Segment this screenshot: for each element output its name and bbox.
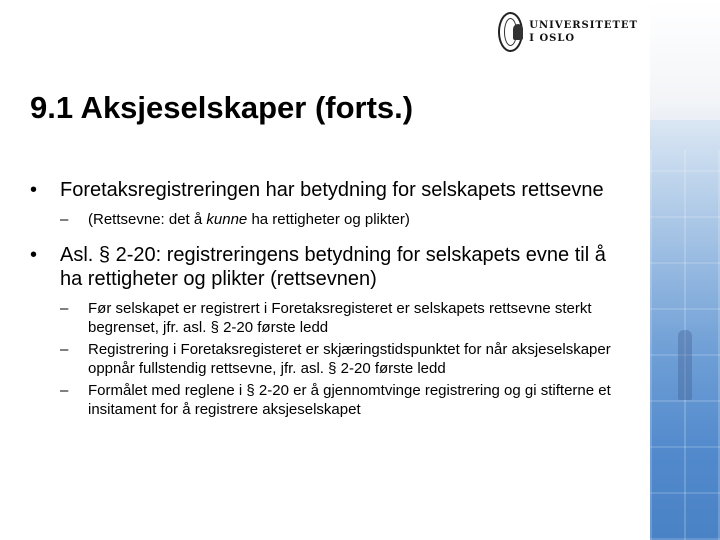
bullet-icon: • <box>30 244 38 266</box>
slide-body <box>30 178 630 419</box>
bullet-2-sub-1 <box>30 299 630 337</box>
slide-title: 9.1 Aksjeselskaper (forts.) <box>30 90 414 125</box>
logo-line-2: I OSLO <box>529 33 576 44</box>
bullet-1-sub-1-emphasis: kunne <box>206 211 248 228</box>
university-seal-icon <box>498 12 523 52</box>
bullet-2-sub-1-text: Før selskapet er registrert i Foretaksregisteret er selskapets rettsevne sterkt begrenset, jfr. asl. § 2-20 første ledd <box>88 300 592 336</box>
dash-icon: – <box>60 341 69 358</box>
dash-icon: – <box>60 382 69 399</box>
statue-sketch-image <box>650 0 720 140</box>
bullet-icon: • <box>30 179 38 201</box>
bullet-2-sub-3-text: Formålet med reglene i § 2-20 er å gjennomtvinge registrering og gi stifterne et insitament for å registrere aksjeselskapet <box>88 382 611 418</box>
bullet-2 <box>30 243 630 291</box>
bullet-1-sub-1-before: (Rettsevne: det å <box>88 211 207 228</box>
dash-icon: – <box>60 211 69 228</box>
logo-text <box>529 19 638 45</box>
bullet-1-sub-1 <box>30 210 630 229</box>
bullet-2-text: Asl. § 2-20: registreringens betydning for selskapets evne til å ha rettigheter og plikter (rettsevnen) <box>60 244 606 290</box>
logo-line-1: UNIVERSITETET <box>529 20 638 31</box>
bullet-1-text: Foretaksregistreringen har betydning for selskapets rettsevne <box>60 179 604 201</box>
bullet-2-sub-2-text: Registrering i Foretaksregisteret er skjæringstidspunktet for når aksjeselskaper oppnår fullstendig rettsevne, jfr. asl. § 2-20 første ledd <box>88 341 611 377</box>
bullet-1-sub-1-after: ha rettigheter og plikter) <box>247 211 410 228</box>
bullet-2-sub-2 <box>30 340 630 378</box>
university-logo <box>498 10 638 54</box>
dash-icon: – <box>60 300 69 317</box>
bullet-2-sub-3 <box>30 381 630 419</box>
decorative-side-strip <box>650 0 720 540</box>
bullet-1 <box>30 178 630 202</box>
figure-silhouette <box>678 330 692 400</box>
